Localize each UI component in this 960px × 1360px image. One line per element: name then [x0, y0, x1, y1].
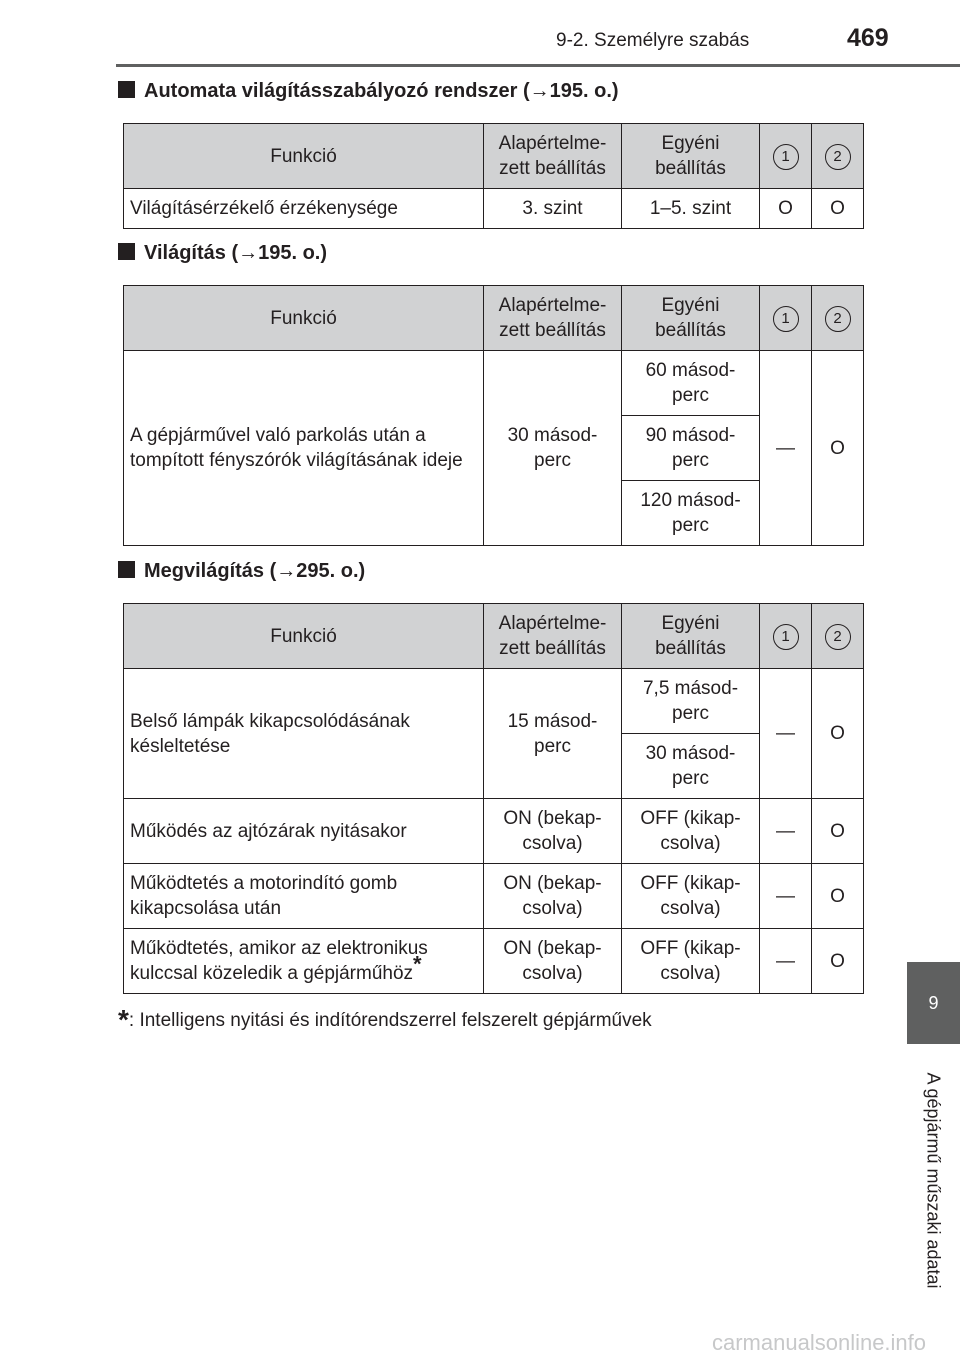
cell-col2: O — [812, 189, 864, 229]
square-bullet-icon — [118, 243, 135, 260]
cell-function: A gépjárművel való parkolás után a tompított fényszórók világításának ideje — [124, 351, 484, 546]
table-row — [124, 189, 864, 229]
cell-default: ON (bekap- csolva) — [484, 799, 622, 864]
cell-col2: O — [812, 799, 864, 864]
footnote-text: : Intelligens nyitási és indítórendszerrel felszerelt gépjárművek — [128, 1010, 652, 1031]
col-header-custom: Egyéni beállítás — [622, 286, 760, 351]
cell-custom: OFF (kikap- csolva) — [622, 864, 760, 929]
section-heading-text: Automata világításszabályozó rendszer (→195. o.) — [144, 80, 619, 102]
table-auto-lighting — [123, 123, 864, 229]
cell-col1: — — [760, 669, 812, 799]
cell-default: ON (bekap- csolva) — [484, 864, 622, 929]
col-header-custom: Egyéni beállítás — [622, 124, 760, 189]
circled-2-icon: 2 — [825, 624, 851, 650]
col-header-default: Alapértelme- zett beállítás — [484, 286, 622, 351]
cell-custom: 1–5. szint — [622, 189, 760, 229]
table-illumination — [123, 603, 864, 994]
cell-custom-option: 90 másod- perc — [622, 416, 760, 481]
square-bullet-icon — [118, 81, 135, 98]
cell-col2: O — [812, 929, 864, 994]
col-header-2 — [812, 604, 864, 669]
col-header-custom: Egyéni beállítás — [622, 604, 760, 669]
cell-custom-option: 60 másod- perc — [622, 351, 760, 416]
col-header-default: Alapértelme- zett beállítás — [484, 604, 622, 669]
cell-col1: — — [760, 929, 812, 994]
page-number: 469 — [847, 24, 889, 52]
cell-default: 30 másod- perc — [484, 351, 622, 546]
table-row — [124, 864, 864, 929]
cell-default: ON (bekap- csolva) — [484, 929, 622, 994]
col-header-function: Funkció — [124, 286, 484, 351]
col-header-2 — [812, 286, 864, 351]
cell-default: 3. szint — [484, 189, 622, 229]
cell-col1: — — [760, 799, 812, 864]
section-heading-illumination — [118, 560, 365, 583]
cell-function: Világításérzékelő érzékenysége — [124, 189, 484, 229]
header-divider — [116, 64, 960, 67]
section-heading-auto-lighting — [118, 80, 619, 103]
header-section-title: 9-2. Személyre szabás — [556, 30, 750, 51]
table-header-row — [124, 604, 864, 669]
section-heading-text: Világítás (→195. o.) — [144, 242, 328, 264]
chapter-tab-number: 9 — [907, 962, 960, 1044]
cell-function: Működtetés a motorindító gomb kikapcsolása után — [124, 864, 484, 929]
col-header-1 — [760, 604, 812, 669]
cell-col2: O — [812, 864, 864, 929]
table-header-row — [124, 286, 864, 351]
cell-default: 15 másod- perc — [484, 669, 622, 799]
cell-function: Működés az ajtózárak nyitásakor — [124, 799, 484, 864]
col-header-1 — [760, 124, 812, 189]
circled-2-icon: 2 — [825, 144, 851, 170]
cell-col1: — — [760, 864, 812, 929]
table-row — [124, 351, 864, 416]
circled-1-icon: 1 — [773, 306, 799, 332]
cell-col2: O — [812, 351, 864, 546]
col-header-function: Funkció — [124, 604, 484, 669]
cell-custom-option: 30 másod- perc — [622, 734, 760, 799]
chapter-tab-label — [907, 1050, 960, 1310]
cell-custom: OFF (kikap- csolva) — [622, 799, 760, 864]
footnote-marker: * — [413, 951, 422, 977]
table-row — [124, 669, 864, 734]
cell-function: Belső lámpák kikapcsolódásának késleltetése — [124, 669, 484, 799]
footnote — [118, 1004, 652, 1036]
watermark: carmanualsonline.info — [712, 1330, 927, 1355]
table-lights — [123, 285, 864, 546]
col-header-default: Alapértelme- zett beállítás — [484, 124, 622, 189]
cell-custom-option: 7,5 másod- perc — [622, 669, 760, 734]
col-header-2 — [812, 124, 864, 189]
table-header-row — [124, 124, 864, 189]
cell-col1: — — [760, 351, 812, 546]
col-header-function: Funkció — [124, 124, 484, 189]
table-row — [124, 799, 864, 864]
square-bullet-icon — [118, 561, 135, 578]
cell-custom-option: 120 másod- perc — [622, 481, 760, 546]
section-heading-text: Megvilágítás (→295. o.) — [144, 560, 366, 582]
circled-2-icon: 2 — [825, 306, 851, 332]
col-header-1 — [760, 286, 812, 351]
table-row — [124, 929, 864, 994]
cell-custom: OFF (kikap- csolva) — [622, 929, 760, 994]
chapter-tab-label-text: A gépjármű műszaki adatai — [924, 1071, 944, 1289]
cell-function: Működtetés, amikor az elektronikus kulccsal közeledik a gépjárműhöz* — [124, 929, 484, 994]
circled-1-icon: 1 — [773, 144, 799, 170]
cell-col2: O — [812, 669, 864, 799]
circled-1-icon: 1 — [773, 624, 799, 650]
section-heading-lights — [118, 242, 327, 265]
cell-col1: O — [760, 189, 812, 229]
footnote-star: * — [118, 1004, 129, 1035]
